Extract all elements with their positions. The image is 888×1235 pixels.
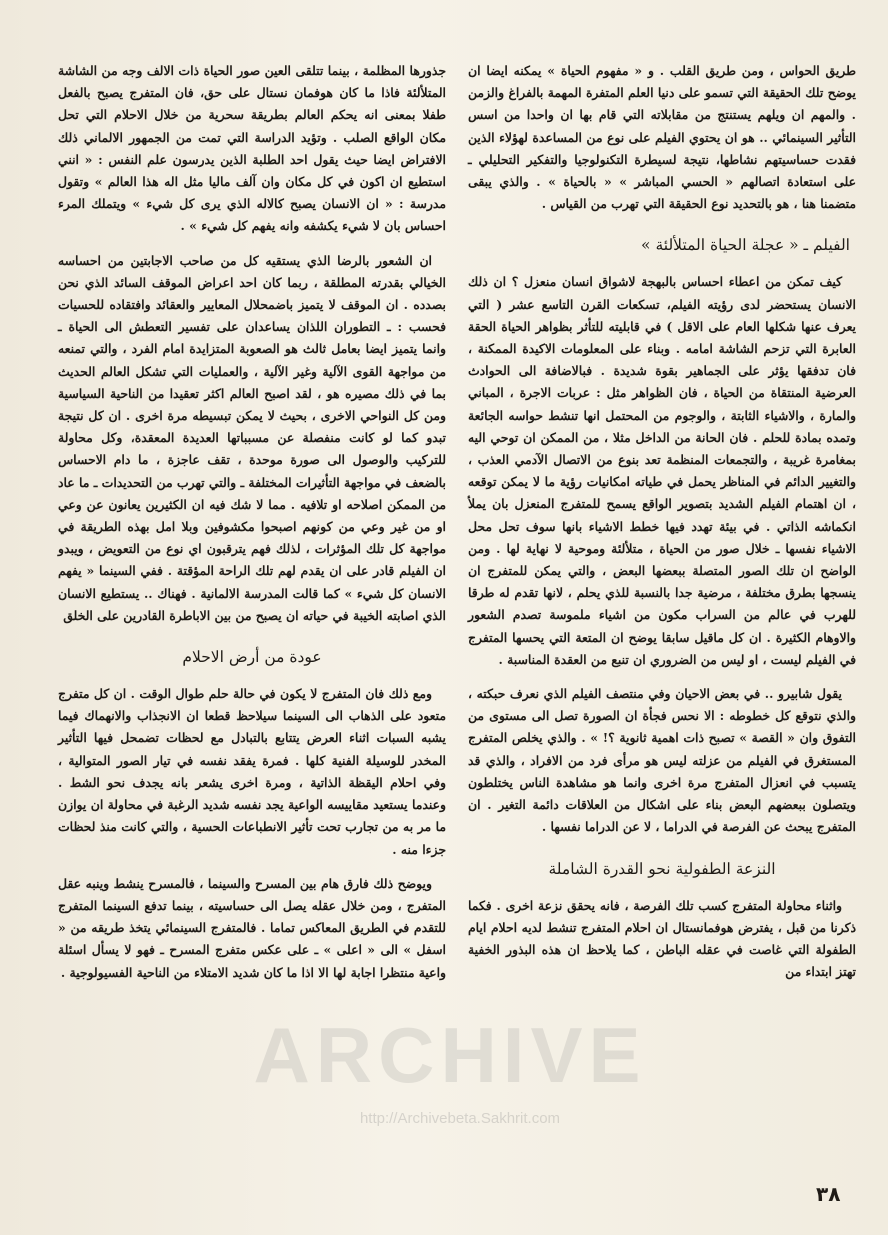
archive-watermark: ARCHIVE	[253, 1011, 647, 1099]
right-paragraph-2: يقول شابيرو .. في بعض الاحيان وفي منتصف الفيلم الذي نعرف حبكته ، والذي نتوقع كل خطوطه : الا نحس فجأة ان الصورة تصل الى مستوى من التفوق وان « القصة » تصبح ذات اهمية ثانوية ؟! » . والذي يخلص المتفرج المستغرق في الفيلم من عزلته ليس هو مرأى فرد من الافراد ، والذي قد يتسبب في انعزال المتفرج مرة اخرى وانما هو مشاهدة الناس يختلطون ويتصلون ببعضهم البعض بناء على اشكال من العلاقات دائمة التغير . ان المتفرج يبحث عن الفرصة في الدراما ، لا عن الدراما نفسها .	[468, 686, 856, 835]
right-intro-paragraph: طريق الحواس ، ومن طريق القلب . و « مفهوم الحياة » يمكنه ايضا ان يوضح تلك الحقيقة التي تسمو على دنيا العلم المتفرة المهمة بالفراغ والزمن . والمهم ان ويلهم يستنتج من مقابلاته التي قام بها ان واحدا من اسس التأثير السينمائي .. هو ان يحتوي الفيلم على نوع من المساعدة لهؤلاء الذين فقدت حساسيتهم نشاطها، نتيجة لسيطرة التكنولوجيا والتفكير التحليلي ـ على استعادة اتصالهم « الحسي المباشر » « بالحياة » . والذي يبقى متضمنا هنا ، هو بالتحديد نوع الحقيقة التي تهرب من القياس .	[468, 63, 856, 212]
section-heading-film-wheel: الفيلم ـ « عجلة الحياة المتلألئة »	[641, 236, 850, 255]
left-column	[58, 60, 446, 996]
left-paragraph-3: ومع ذلك فان المتفرج لا يكون في حالة حلم طوال الوقت . ان كل متفرج متعود على الذهاب الى السينما سيلاحظ قطعا ان الانجذاب والانهماك فيما يشبه السبات اثناء العرض يتتابع بالتبادل مع لحظات تضمحل فيها التأثير المخدر للوسيلة الفنية كلها . فمرة يفقد نفسه في تيار الصور المتوالية ، وفي احلام اليقظة الذاتية ، ومرة اخرى يشعر بانه يجدف نحو الشط . وعندما يستعيد مقاييسه الواعية يجد نفسه شديد الرغبة في محاولة ان يوازن ما مر به من تجارب تحت تأثير الانطباعات الحسية ، والتي كانت منذ لحظات جزءا منه .	[58, 686, 446, 857]
left-paragraph-1: جذورها المظلمة ، بينما تتلقى العين صور الحياة ذات الالف وجه من الشاشة المتلألئة فاذا ما كان هوفمان نستال على حق، فان المتفرج يصبح بالفعل طفلا بمعنى انه يحكم العالم بطريقة سحرية من خلال الاحلام التي تحل مكان الواقع الصلب . وتؤيد الدراسة التي تمت من الجمهور الالماني ذلك الافتراض ايضا حيث يقول احد الطلبة الذين يدرسون علم النفس : « انني استطيع ان اكون في كل مكان وان آلف ماليا مثل اله هذا العالم » وتقول مدرسة : « ان الانسان يصبح كالاله الذي يرى كل شيء » ويتملك المرء احساس بان لا شيء يكشفه وانه يفهم كل شيء » .	[58, 63, 446, 234]
page-number: ٣٨	[816, 1182, 841, 1206]
left-paragraph-4: ويوضح ذلك فارق هام بين المسرح والسينما ، فالمسرح ينشط وينبه عقل المتفرج ، ومن خلال عقله يصل الى حساسيته ، بينما تدفع السينما المتفرج للتقدم في الطريق المعاكس تماما . فالمتفرج السينمائي يتخذ طريقه من « اسفل » الى « اعلى » ـ على عكس متفرج المسرح ـ فهو لا يسأل اسئلة واعية منتظرا اجابة لها الا اذا ما كان شديد الامتلاء من الناحية الفسيولوجية .	[58, 875, 446, 980]
right-column	[468, 60, 856, 995]
archive-watermark-url: http://Archivebeta.Sakhrit.com	[359, 1110, 561, 1127]
right-paragraph-1: كيف تمكن من اعطاء احساس بالبهجة لاشواق انسان منعزل ؟ ان ذلك الانسان يستحضر لدى رؤيته الفيلم، تسكعات القرن التاسع عشر ( التي يعرف عنها شكلها العام على الاقل ) في قابليته للتأثر بظواهر الحياة الحقة العابرة التي تزحم الشاشة امامه . وبناء على المعلومات الاكيدة الممكنة ، فان تدفقها يؤثر على الجماهير بقوة شديدة . فبالاضافة الى الحوادث العرضية المنتقاة من الحياة ، فان الظواهر مثل : عربات الاجرة ، المباني والمارة ، والاشياء الثابتة ، والوجوم من المحتمل انها تنشط حواسه الجائعة وتمده بمادة للحلم . فان الحانة من الداخل مثلا ، من الممكن ان توحي اليه بمغامرة غريبة ، والتجمعات المنظمة تعد بنوع من الاتصال الآدمي العذب ، والتغيير الدائم في المناظر يحمل في طياته امكانيات رؤية ما لا يمكن توقعه ، ان اهتمام الفيلم الشديد بتصوير الواقع يسمح للمتفرج المنعزل بان يملأ انكماشه الذاتي . في بيئة تهدد فيها خطط الاشياء بانها سوف تحل محل الاشياء نفسها ـ خلال صور من الحياة ، متلألئة وموحية لا نهاية لها . ومن الواضح ان تلك الصور المتصلة ببعضها البعض ، والتي يمكن للمتفرج ان ينسجها بطرق مختلفة ، مرضية جدا بالنسبة للذي يحلم ، لانها تقدم له طرقا للهرب في عالم من السراب مكون من اشياء ملموسة تصدم الشعور والاوهام الكثيرة . ان كل ماقيل سابقا يوضح ان المتعة التي يحسها المتفرج في الفيلم ليست ، او ليس من الضروري ان تنبع من العقدة المناسبة .	[468, 274, 856, 667]
right-paragraph-3: واثناء محاولة المتفرج كسب تلك الفرصة ، فانه يحقق نزعة اخرى . فكما ذكرنا من قبل ، يفترض هوفمانستال ان احلام المتفرج تنشط لديه احلام ايام الطفولة التي غاصت في عقله الباطن ، كما يلاحظ ان هذه البذور الخفية تهتز ابتداء من	[468, 897, 856, 980]
left-paragraph-2: ان الشعور بالرضا الذي يستقيه كل من صاحب الاجابتين من احساسه الخيالي بقدرته المطلقة ، ربما كان احد اعراض الموقف السائد الذي نحن بصدده . ان الموقف لا يتميز باضمحلال المعايير والعقائد وافتقاده للحسيات فحسب : ـ التطوران اللذان يساعدان على تفسير التعطش الى الحياة ـ وانما يتميز ايضا بعامل ثالث هو الصعوبة المتزايدة امام الفرد ، والتي تمنعه من مواجهة القوى الآلية وغير الآلية ، والعمليات التي تشكل العالم الحديث بما في ذلك مصيره هو ، لقد اصبح العالم اكثر تعقيدا من الناحية السياسية ومن كل النواحي الاخرى ، بحيث لا يمكن تبسيطه مرة اخرى . ان كل نتيجة تبدو كما لو كانت منفصلة عن مسبباتها العديدة المعقدة، وكل محاولة للتركيب والوصول الى صورة موحدة ، تقف عاجزة ، ما دام الاحساس بالضعف في مواجهة التأثيرات المختلفة ـ والتي تهرب من التحديدات ـ ما عاد من الممكن اصلاحه او تلافيه . مما لا شك فيه ان الكثيرين يعانون عن وعي او من غير وعي من كونهم اصبحوا مكشوفين وبلا امل بهذه الطريقة في مواجهة كل تلك المؤثرات ، لذلك فهم يترقبون اي نوع من التعويض ، ويبدو ان الفيلم قادر على ان يقدم لهم تلك الراحة المؤقتة . ففي السينما « يفهم الانسان كل شيء » كما قالت المدرسة الالمانية . فهناك .. يستطيع الانسان الذي اصابته الخيبة في حياته ان يصبح من بين الاباطرة القادرين على الخلق	[58, 252, 446, 623]
section-heading-childish-omnipotence: النزعة الطفولية نحو القدرة الشاملة	[548, 859, 776, 878]
section-heading-return-from-dreamland: عودة من أرض الاحلام	[182, 648, 322, 667]
